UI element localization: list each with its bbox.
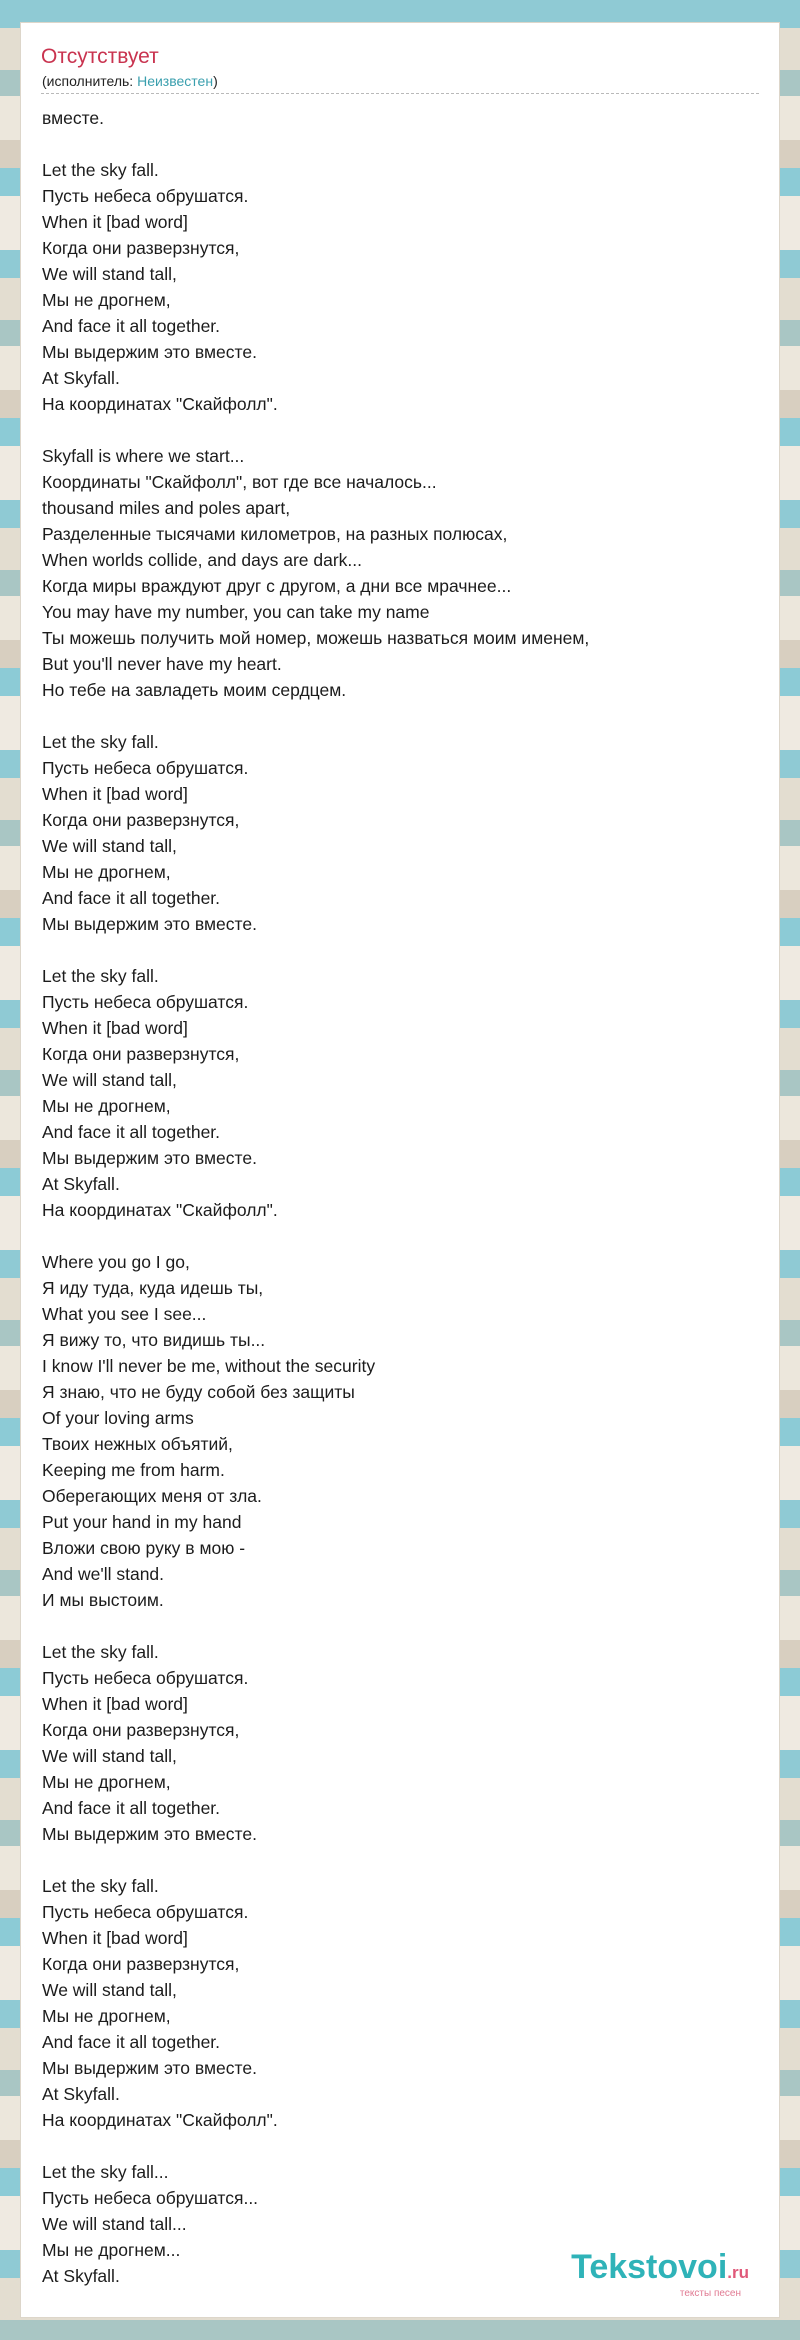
lyric-line: Пусть небеса обрушатся. — [42, 758, 249, 778]
lyric-line: Когда миры враждуют друг с другом, а дни все мрачнее... — [42, 576, 512, 596]
artist-prefix: (исполнитель: — [42, 73, 138, 89]
lyric-line: We will stand tall, — [42, 1070, 177, 1090]
lyric-line: When it [bad word] — [42, 1018, 188, 1038]
song-title: Отсутствует — [41, 45, 159, 68]
lyric-line: Мы не дрогнем, — [42, 290, 171, 310]
stanza-break — [42, 1613, 742, 1639]
stanza-break — [42, 1223, 742, 1249]
site-logo[interactable] — [571, 2250, 749, 2299]
lyric-line: At Skyfall. — [42, 368, 120, 388]
lyric-line: Let the sky fall. — [42, 966, 159, 986]
lyric-line: Мы выдержим это вместе. — [42, 914, 257, 934]
lyric-line: At Skyfall. — [42, 2266, 120, 2286]
lyric-line: Мы не дрогнем, — [42, 1096, 171, 1116]
lyric-line: At Skyfall. — [42, 1174, 120, 1194]
lyric-line: thousand miles and poles apart, — [42, 498, 291, 518]
lyrics-text — [42, 105, 742, 2289]
lyric-line: I know I'll never be me, without the security — [42, 1356, 376, 1376]
lyric-line: Вложи свою руку в мою - — [42, 1538, 246, 1558]
lyric-line: Когда они разверзнутся, — [42, 1954, 240, 1974]
lyric-line: Когда они разверзнутся, — [42, 810, 240, 830]
lyric-line: Оберегающих меня от зла. — [42, 1486, 262, 1506]
stanza-break — [42, 417, 742, 443]
lyric-line: At Skyfall. — [42, 2084, 120, 2104]
lyric-line: Мы не дрогнем, — [42, 2006, 171, 2026]
lyric-line: Я знаю, что не буду собой без защиты — [42, 1382, 355, 1402]
lyric-line: And face it all together. — [42, 888, 221, 908]
lyric-line: Let the sky fall. — [42, 1642, 159, 1662]
lyric-line: And face it all together. — [42, 1798, 221, 1818]
stanza-break — [42, 937, 742, 963]
lyric-line: Of your loving arms — [42, 1408, 194, 1428]
lyric-line: And face it all together. — [42, 1122, 221, 1142]
stanza-break — [42, 131, 742, 157]
logo-tagline: тексты песен — [679, 2288, 741, 2299]
lyric-line: Мы выдержим это вместе. — [42, 1148, 257, 1168]
lyric-line: Ты можешь получить мой номер, можешь назваться моим именем, — [42, 628, 590, 648]
lyric-line: Мы выдержим это вместе. — [42, 2058, 257, 2078]
lyric-line: Мы не дрогнем, — [42, 862, 171, 882]
lyric-line: You may have my number, you can take my name — [42, 602, 430, 622]
lyric-line: We will stand tall, — [42, 264, 177, 284]
lyric-line: Пусть небеса обрушатся. — [42, 1902, 249, 1922]
lyric-line: And we'll stand. — [42, 1564, 165, 1584]
lyric-line: Когда они разверзнутся, — [42, 1044, 240, 1064]
lyrics-page — [20, 22, 780, 2318]
lyric-line: Когда они разверзнутся, — [42, 238, 240, 258]
lyric-line: На координатах "Скайфолл". — [42, 1200, 278, 1220]
lyric-line: На координатах "Скайфолл". — [42, 394, 278, 414]
logo-tld: .ru — [727, 2263, 749, 2282]
lyric-line: На координатах "Скайфолл". — [42, 2110, 278, 2130]
lyric-line: Разделенные тысячами километров, на разных полюсах, — [42, 524, 508, 544]
lyric-line: Пусть небеса обрушатся... — [42, 2188, 259, 2208]
lyric-line: We will stand tall, — [42, 836, 177, 856]
lyric-line: Let the sky fall. — [42, 1876, 159, 1896]
lyric-line: Координаты "Скайфолл", вот где все началось... — [42, 472, 437, 492]
lyric-line: Я иду туда, куда идешь ты, — [42, 1278, 264, 1298]
logo-main-text: Tekstovoi — [571, 2248, 728, 2286]
lyric-line: вместе. — [42, 108, 105, 128]
lyric-line: Пусть небеса обрушатся. — [42, 186, 249, 206]
lyric-line: We will stand tall, — [42, 1980, 177, 2000]
lyric-line: Put your hand in my hand — [42, 1512, 242, 1532]
lyric-line: Пусть небеса обрушатся. — [42, 1668, 249, 1688]
lyric-line: Но тебе на завладеть моим сердцем. — [42, 680, 347, 700]
lyric-line: Я вижу то, что видишь ты... — [42, 1330, 266, 1350]
lyric-line: Let the sky fall. — [42, 732, 159, 752]
stanza-break — [42, 703, 742, 729]
artist-link[interactable]: Неизвестен — [137, 73, 214, 89]
lyric-line: What you see I see... — [42, 1304, 207, 1324]
lyric-line: Пусть небеса обрушатся. — [42, 992, 249, 1012]
separator — [41, 93, 759, 94]
lyric-line: But you'll never have my heart. — [42, 654, 282, 674]
lyric-line: When it [bad word] — [42, 784, 188, 804]
artist-line — [42, 73, 218, 89]
lyric-line: Когда они разверзнутся, — [42, 1720, 240, 1740]
lyric-line: We will stand tall... — [42, 2214, 187, 2234]
lyric-line: Let the sky fall. — [42, 160, 159, 180]
lyric-line: Keeping me from harm. — [42, 1460, 225, 1480]
lyric-line: Let the sky fall... — [42, 2162, 169, 2182]
lyric-line: И мы выстоим. — [42, 1590, 164, 1610]
lyric-line: Where you go I go, — [42, 1252, 190, 1272]
lyric-line: When it [bad word] — [42, 1694, 188, 1714]
lyric-line: Мы не дрогнем... — [42, 2240, 181, 2260]
lyric-line: When worlds collide, and days are dark... — [42, 550, 363, 570]
lyric-line: When it [bad word] — [42, 212, 188, 232]
artist-suffix: ) — [213, 73, 218, 89]
lyric-line: Мы не дрогнем, — [42, 1772, 171, 1792]
lyric-line: When it [bad word] — [42, 1928, 188, 1948]
lyric-line: Мы выдержим это вместе. — [42, 1824, 257, 1844]
lyric-line: We will stand tall, — [42, 1746, 177, 1766]
stanza-break — [42, 2133, 742, 2159]
lyric-line: And face it all together. — [42, 316, 221, 336]
lyric-line: Твоих нежных объятий, — [42, 1434, 233, 1454]
lyric-line: Мы выдержим это вместе. — [42, 342, 257, 362]
stanza-break — [42, 1847, 742, 1873]
lyric-line: Skyfall is where we start... — [42, 446, 245, 466]
lyric-line: And face it all together. — [42, 2032, 221, 2052]
logo-wordmark — [571, 2250, 749, 2290]
